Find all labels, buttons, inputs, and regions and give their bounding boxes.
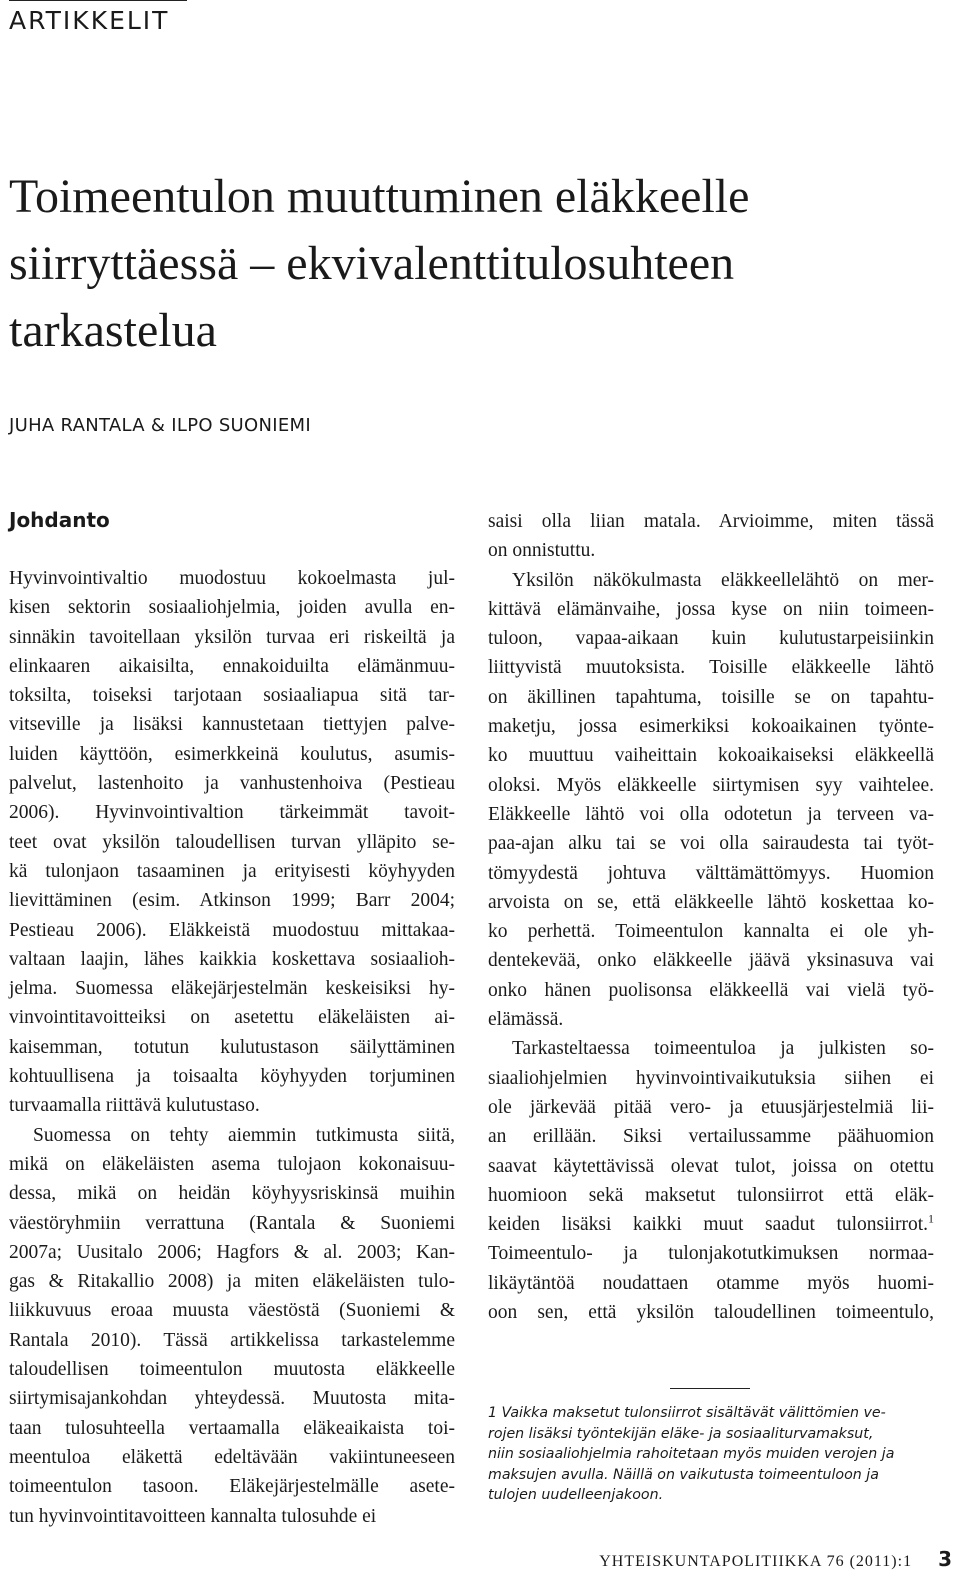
left-column xyxy=(9,506,455,1531)
body-text-line: väestöryhmiin verrattuna (Rantala & Suoniemi xyxy=(9,1212,455,1234)
body-text-line: mikä on eläkeläisten asema tulojaon kokonaisuu- xyxy=(9,1153,455,1175)
body-text-line: on onnistuttu. xyxy=(488,540,596,562)
body-text-line: sinnäkin tavoitellaan yksilön turvaa eri riskeiltä ja xyxy=(9,626,455,648)
body-text-line: siirtymisajankohdan yhteydessä. Muutosta mita- xyxy=(9,1388,455,1410)
journal-name: YHTEISKUNTAPOLITIIKKA 76 (2011):1 xyxy=(599,1553,913,1570)
section-heading: Johdanto xyxy=(9,508,110,532)
title-line: tarkastelua xyxy=(9,304,217,357)
body-text-line: Hyvinvointivaltio muodostuu kokoelmasta jul- xyxy=(9,568,455,589)
footnote-marker[interactable]: 1 xyxy=(928,1211,934,1226)
footnote-line: niin sosiaaliohjelmia rahoitetaan myös muiden verojen ja xyxy=(488,1446,895,1462)
body-text-line: an erillään. Siksi vertailussamme päähuomion xyxy=(488,1126,934,1148)
body-text-line: jelma. Suomessa eläkejärjestelmän keskeisiksi hy- xyxy=(9,978,455,1000)
body-text-line: kittävä elämänvaihe, jossa kyse on niin toimeen- xyxy=(488,598,934,620)
body-text-line: oloksi. Myös eläkkeelle siirtymisen syy vaihtelee. xyxy=(488,774,934,796)
body-text-line: lievittäminen (esim. Atkinson 1999; Barr 2004; xyxy=(9,890,455,912)
authors: JUHA RANTALA & ILPO SUONIEMI xyxy=(9,415,311,436)
body-text-line: paa-ajan alku tai se voi olla sairaudesta tai työt- xyxy=(488,833,934,855)
body-text-line: taan tulosuhteella vertaamalla eläkeaikaista toi- xyxy=(9,1417,455,1439)
body-text-line: kä tulonjaon tasaaminen ja erityisesti köyhyyden xyxy=(9,860,455,882)
body-text-line: saisi olla liian matala. Arvioimme, miten tässä xyxy=(488,511,934,532)
body-text-line: liikkuvuus eroaa muusta väestöstä (Suoniemi & xyxy=(9,1300,455,1322)
body-text-line: taloudellisen toimeentulon muutosta eläkkeelle xyxy=(9,1359,455,1381)
page-number: 3 xyxy=(938,1547,952,1571)
body-text-line: Yksilön näkökulmasta eläkkeellelähtö on mer- xyxy=(512,569,934,591)
footnote-rule xyxy=(670,1388,750,1389)
body-text-line: kaisemman, totutun kulutustason säilyttäminen xyxy=(9,1036,455,1058)
article-title xyxy=(9,163,939,364)
body-text-line: maketju, jossa esimerkiksi kokoaikainen työnte- xyxy=(488,716,934,738)
body-text-line: dentekevää, onko eläkkeelle jäävä yksinasuva vai xyxy=(488,950,934,972)
body-text-line: dessa, mikä on heidän köyhyysriskinsä muihin xyxy=(9,1183,455,1205)
body-text-line: luiden käyttöön, esimerkkeinä koulutus, asumis- xyxy=(9,743,455,765)
body-text-line: valtaan laajin, lähes kaikkia koskettava sosiaalioh- xyxy=(9,948,455,970)
body-text-line: palvelut, lastenhoito ja vanhustenhoiva (Pestieau xyxy=(9,773,455,795)
footnote xyxy=(488,1403,934,1506)
body-text-line: Pestieau 2006). Eläkkeistä muodostuu mittakaa- xyxy=(9,919,455,941)
body-text-line: siaaliohjelmien hyvinvointivaikutuksia siihen ei xyxy=(488,1067,934,1089)
body-text-line: meentuloa eläkettä edeltävään vakiintuneeseen xyxy=(9,1446,455,1468)
body-text-line: huomioon sekä maksetut tulonsiirrot että eläk- xyxy=(488,1184,934,1206)
title-line: Toimeentulon muuttuminen eläkkeelle xyxy=(9,170,750,223)
right-column xyxy=(488,507,934,1327)
body-text-line: on äkillinen tapahtuma, toisille se on tapahtu- xyxy=(488,686,934,708)
body-text-line: 2006). Hyvinvointivaltion tärkeimmät tavoit- xyxy=(9,802,455,824)
body-text-line: vitseville ja lisäksi kannustetaan tiettyjen palve- xyxy=(9,714,455,736)
body-text-line: elinkaaren aikaisilta, ennakoiduilta elämänmuu- xyxy=(9,655,455,677)
body-text-line: gas & Ritakallio 2008) ja miten eläkeläisten tulo- xyxy=(9,1271,455,1293)
body-text-line: Tarkasteltaessa toimeentuloa ja julkisten so- xyxy=(512,1038,934,1060)
body-text-line: ko perhettä. Toimeentulon kannalta ei ole yh- xyxy=(488,921,934,943)
body-text-line: toimeentulon tasoon. Eläkejärjestelmälle asete- xyxy=(9,1476,455,1498)
body-text-line: tömyydestä johtuva välttämättömyys. Huomion xyxy=(488,862,934,884)
page-footer xyxy=(560,1544,952,1574)
body-text-line: Eläkkeelle lähtö voi olla odotetun ja terveen va- xyxy=(488,803,934,825)
body-text-line: kohtuullisena ja toisaalta köyhyyden torjuminen xyxy=(9,1066,455,1088)
footnote-line: rojen lisäksi työntekijän eläke- ja sosiaaliturvamaksut, xyxy=(488,1425,874,1442)
body-text-line: likäytäntöä noudattaen otamme myös huomi- xyxy=(488,1272,934,1294)
body-text-line: 2007a; Uusitalo 2006; Hagfors & al. 2003; Kan- xyxy=(9,1241,455,1263)
body-text-line: arvoista on se, että eläkkeelle lähtö koskettaa ko- xyxy=(488,891,934,913)
footnote-line: tulojen uudelleenjakoon. xyxy=(488,1487,664,1503)
body-text-line: kisen sektorin sosiaaliohjelmia, joiden avulla en- xyxy=(9,597,455,619)
body-text-line: toksilta, toiseksi tarjotaan sosiaaliapua sitä tar- xyxy=(9,685,455,707)
body-text-line: Toimeentulo- ja tulonjakotutkimuksen normaa- xyxy=(488,1243,934,1265)
body-text-fragment: keiden lisäksi kaikki muut saadut tulonsiirrot. xyxy=(488,1214,928,1236)
section-label: ARTIKKELIT xyxy=(9,0,187,39)
body-text-line: Suomessa on tehty aiemmin tutkimusta siitä, xyxy=(33,1124,455,1146)
body-text-line: ole järkevää pitää vero- ja etuusjärjestelmiä lii- xyxy=(488,1096,934,1118)
body-text-line: saavat käytettävissä olevat tulot, joissa on otettu xyxy=(488,1155,934,1177)
body-text-line xyxy=(488,1210,934,1239)
body-text-line: tun hyvinvointitavoitteen kannalta tulosuhde ei xyxy=(9,1505,377,1527)
title-line: siirryttäessä – ekvivalenttitulosuhteen xyxy=(9,237,735,290)
body-text-line: turvaamalla riittävä kulutustaso. xyxy=(9,1095,260,1117)
footnote-line: maksujen avulla. Näillä on vaikutusta toimeentuloon ja xyxy=(488,1466,879,1483)
body-text-line: ko muuttuu vaiheittain kokoaikaiseksi eläkkeellä xyxy=(488,745,934,767)
body-text-line: tuloon, vapaa-aikaan kuin kulutustarpeisiinkin xyxy=(488,628,934,650)
body-text-line: liittyvistä muutoksista. Toisille eläkkeelle lähtö xyxy=(488,657,934,679)
body-text-line: elämässä. xyxy=(488,1009,564,1031)
body-text-line: oon sen, että yksilön taloudellinen toimeentulo, xyxy=(488,1302,934,1324)
body-text-line: vinvointitavoitteiksi on asetettu eläkeläisten ai- xyxy=(9,1007,455,1029)
body-text-line: teet ovat yksilön taloudellisen turvan ylläpito se- xyxy=(9,831,455,853)
footnote-line: 1 Vaikka maksetut tulonsiirrot sisältävät välittömien ve- xyxy=(488,1405,886,1421)
body-text-line: Rantala 2010). Tässä artikkelissa tarkastelemme xyxy=(9,1329,455,1351)
body-text-line: onko hänen puolisonsa eläkkeellä vai vielä työ- xyxy=(488,979,934,1001)
